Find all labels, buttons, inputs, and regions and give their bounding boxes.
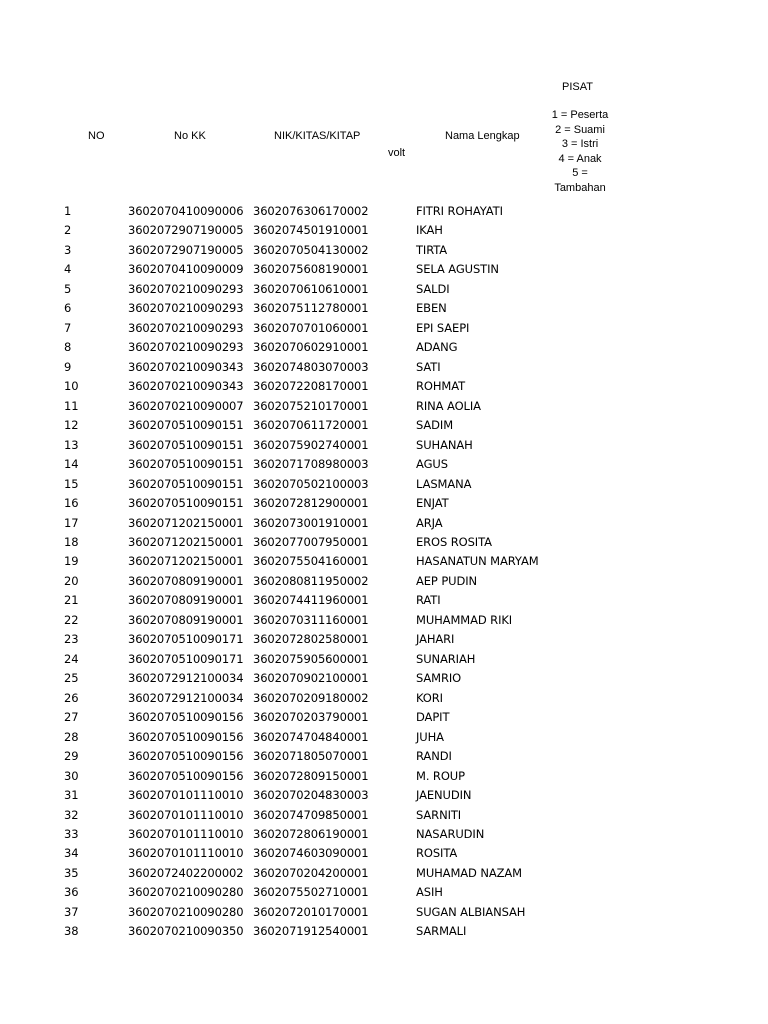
table-row bbox=[0, 572, 768, 591]
row-number: 25 bbox=[64, 671, 79, 686]
no-kk-cell: 3602070510090156 bbox=[128, 749, 244, 764]
table-row bbox=[0, 533, 768, 552]
nama-lengkap-cell: ENJAT bbox=[416, 496, 449, 511]
no-kk-cell: 3602070210090007 bbox=[128, 398, 244, 413]
nik-cell: 3602070610610001 bbox=[253, 281, 369, 296]
nik-cell: 3602070611720001 bbox=[253, 418, 369, 433]
table-row bbox=[0, 844, 768, 863]
no-kk-cell: 3602070210090293 bbox=[128, 301, 244, 316]
row-number: 2 bbox=[64, 223, 72, 238]
table-row bbox=[0, 221, 768, 240]
table-row bbox=[0, 825, 768, 844]
table-row bbox=[0, 747, 768, 766]
nama-lengkap-cell: SELA AGUSTIN bbox=[416, 262, 499, 277]
nama-lengkap-cell: M. ROUP bbox=[416, 768, 465, 783]
pisat-legend-line: Tambahan bbox=[554, 181, 606, 194]
row-number: 21 bbox=[64, 593, 79, 608]
nama-lengkap-cell: SADIM bbox=[416, 418, 454, 433]
row-number: 35 bbox=[64, 865, 79, 880]
nama-lengkap-cell: SUGAN ALBIANSAH bbox=[416, 904, 526, 919]
row-number: 26 bbox=[64, 690, 79, 705]
nik-cell: 3602070504130002 bbox=[253, 242, 369, 257]
no-kk-cell: 3602072912100034 bbox=[128, 671, 244, 686]
nik-cell: 3602071805070001 bbox=[253, 749, 369, 764]
no-kk-cell: 3602070510090156 bbox=[128, 729, 244, 744]
row-number: 4 bbox=[64, 262, 72, 277]
header-nama-lengkap: Nama Lengkap bbox=[445, 130, 520, 142]
nama-lengkap-cell: JAHARI bbox=[416, 632, 455, 647]
no-kk-cell: 3602070510090151 bbox=[128, 476, 244, 491]
table-row bbox=[0, 377, 768, 396]
nama-lengkap-cell: EBEN bbox=[416, 301, 447, 316]
nik-cell: 3602074704840001 bbox=[253, 729, 369, 744]
nik-cell: 3602070203790001 bbox=[253, 710, 369, 725]
row-number: 6 bbox=[64, 301, 72, 316]
nama-lengkap-cell: SALDI bbox=[416, 281, 450, 296]
table-row bbox=[0, 416, 768, 435]
nik-cell: 3602072809150001 bbox=[253, 768, 369, 783]
row-number: 20 bbox=[64, 573, 79, 588]
table-row bbox=[0, 630, 768, 649]
no-kk-cell: 3602072912100034 bbox=[128, 690, 244, 705]
nik-cell: 3602072812900001 bbox=[253, 496, 369, 511]
no-kk-cell: 3602070101110010 bbox=[128, 788, 244, 803]
nik-cell: 3602070311160001 bbox=[253, 612, 369, 627]
no-kk-cell: 3602071202150001 bbox=[128, 515, 244, 530]
nik-cell: 3602075112780001 bbox=[253, 301, 369, 316]
row-number: 33 bbox=[64, 827, 79, 841]
row-number: 24 bbox=[64, 651, 79, 666]
no-kk-cell: 3602072907190005 bbox=[128, 223, 244, 238]
no-kk-cell: 3602071202150001 bbox=[128, 554, 244, 569]
table-row bbox=[0, 806, 768, 825]
nik-cell: 3602070209180002 bbox=[253, 690, 369, 705]
table-row bbox=[0, 708, 768, 727]
nik-cell: 3602077007950001 bbox=[253, 534, 369, 549]
nik-cell: 3602080811950002 bbox=[253, 573, 369, 588]
table-row bbox=[0, 591, 768, 610]
nama-lengkap-cell: SARNITI bbox=[416, 807, 462, 822]
nama-lengkap-cell: KORI bbox=[416, 690, 443, 705]
table-row bbox=[0, 922, 768, 941]
table-row bbox=[0, 319, 768, 338]
row-number: 32 bbox=[64, 807, 79, 822]
row-number: 11 bbox=[64, 398, 79, 413]
row-number: 14 bbox=[64, 457, 79, 472]
nik-cell: 3602075608190001 bbox=[253, 262, 369, 277]
no-kk-cell: 3602070210090293 bbox=[128, 281, 244, 296]
nik-cell: 3602072208170001 bbox=[253, 379, 369, 394]
nik-cell: 3602075504160001 bbox=[253, 554, 369, 569]
nik-cell: 3602074803070003 bbox=[253, 359, 369, 374]
nik-cell: 3602074411960001 bbox=[253, 593, 369, 608]
table-row bbox=[0, 475, 768, 494]
row-number: 8 bbox=[64, 340, 72, 355]
row-number: 3 bbox=[64, 242, 72, 257]
nama-lengkap-cell: ROHMAT bbox=[416, 379, 466, 394]
nama-lengkap-cell: LASMANA bbox=[416, 476, 472, 491]
nik-cell: 3602070502100003 bbox=[253, 476, 369, 491]
row-number: 12 bbox=[64, 418, 79, 433]
no-kk-cell: 3602070210090343 bbox=[128, 359, 244, 374]
nama-lengkap-cell: AGUS bbox=[416, 457, 448, 472]
nik-cell: 3602075902740001 bbox=[253, 437, 369, 452]
no-kk-cell: 3602070410090009 bbox=[128, 262, 244, 277]
nik-cell: 3602072010170001 bbox=[253, 904, 369, 919]
nama-lengkap-cell: ASIH bbox=[416, 885, 443, 900]
table-row bbox=[0, 436, 768, 455]
row-number: 22 bbox=[64, 612, 79, 627]
nama-lengkap-cell: EROS ROSITA bbox=[416, 534, 492, 549]
nik-cell: 3602070902100001 bbox=[253, 671, 369, 686]
nama-lengkap-cell: ROSITA bbox=[416, 846, 458, 861]
pisat-legend-line: 2 = Suami bbox=[555, 123, 605, 136]
no-kk-cell: 3602070510090156 bbox=[128, 768, 244, 783]
nik-cell: 3602075210170001 bbox=[253, 398, 369, 413]
nama-lengkap-cell: IKAH bbox=[416, 223, 443, 238]
no-kk-cell: 3602070510090151 bbox=[128, 457, 244, 472]
nik-cell: 3602071912540001 bbox=[253, 924, 369, 939]
table-row bbox=[0, 299, 768, 318]
table-row bbox=[0, 358, 768, 377]
nik-cell: 3602074501910001 bbox=[253, 223, 369, 238]
pisat-legend-line: 3 = Istri bbox=[561, 138, 599, 151]
no-kk-cell: 3602070809190001 bbox=[128, 612, 244, 627]
nama-lengkap-cell: SARMALI bbox=[416, 924, 467, 939]
pisat-legend-line: 4 = Anak bbox=[558, 152, 602, 165]
nama-lengkap-cell: ADANG bbox=[416, 340, 458, 355]
row-number: 36 bbox=[64, 885, 79, 900]
nik-cell: 3602072806190001 bbox=[253, 827, 369, 841]
table-row bbox=[0, 883, 768, 902]
row-number: 19 bbox=[64, 554, 79, 569]
row-number: 13 bbox=[64, 437, 79, 452]
no-kk-cell: 3602072402200002 bbox=[128, 865, 244, 880]
table-row bbox=[0, 650, 768, 669]
pisat-legend-line: 5 = bbox=[572, 167, 588, 180]
header-no: NO bbox=[88, 130, 105, 142]
row-number: 16 bbox=[64, 496, 79, 511]
pisat-legend bbox=[540, 108, 620, 196]
nama-lengkap-cell: RINA AOLIA bbox=[416, 398, 481, 413]
nik-cell: 3602073001910001 bbox=[253, 515, 369, 530]
no-kk-cell: 3602070210090293 bbox=[128, 340, 244, 355]
no-kk-cell: 3602070510090151 bbox=[128, 437, 244, 452]
row-number: 28 bbox=[64, 729, 79, 744]
table-row bbox=[0, 241, 768, 260]
no-kk-cell: 3602070101110010 bbox=[128, 846, 244, 861]
header-volt: volt bbox=[388, 147, 406, 159]
nik-cell: 3602074603090001 bbox=[253, 846, 369, 861]
row-number: 27 bbox=[64, 710, 79, 725]
row-number: 17 bbox=[64, 515, 79, 530]
table-row bbox=[0, 786, 768, 805]
row-number: 37 bbox=[64, 904, 79, 919]
row-number: 10 bbox=[64, 379, 79, 394]
row-number: 30 bbox=[64, 768, 79, 783]
nama-lengkap-cell: NASARUDIN bbox=[416, 827, 485, 841]
nama-lengkap-cell: TIRTA bbox=[416, 242, 448, 257]
table-row bbox=[0, 864, 768, 883]
no-kk-cell: 3602070210090293 bbox=[128, 320, 244, 335]
row-number: 15 bbox=[64, 476, 79, 491]
nik-cell: 3602070602910001 bbox=[253, 340, 369, 355]
nik-cell: 3602070204830003 bbox=[253, 788, 369, 803]
no-kk-cell: 3602070101110010 bbox=[128, 827, 244, 841]
nik-cell: 3602072802580001 bbox=[253, 632, 369, 647]
no-kk-cell: 3602070510090171 bbox=[128, 632, 244, 647]
row-number: 38 bbox=[64, 924, 79, 939]
header-no-kk: No KK bbox=[174, 130, 206, 142]
no-kk-cell: 3602070210090280 bbox=[128, 885, 244, 900]
no-kk-cell: 3602070410090006 bbox=[128, 204, 244, 218]
row-number: 9 bbox=[64, 359, 72, 374]
nik-cell: 3602070204200001 bbox=[253, 865, 369, 880]
table-row bbox=[0, 338, 768, 357]
nama-lengkap-cell: RATI bbox=[416, 593, 441, 608]
row-number: 29 bbox=[64, 749, 79, 764]
table-row bbox=[0, 514, 768, 533]
nama-lengkap-cell: DAPIT bbox=[416, 710, 450, 725]
nama-lengkap-cell: HASANATUN MARYAM bbox=[416, 554, 539, 569]
nama-lengkap-cell: ARJA bbox=[416, 515, 443, 530]
nama-lengkap-cell: JAENUDIN bbox=[416, 788, 472, 803]
no-kk-cell: 3602070510090171 bbox=[128, 651, 244, 666]
nama-lengkap-cell: SATI bbox=[416, 359, 441, 374]
nama-lengkap-cell: EPI SAEPI bbox=[416, 320, 470, 335]
no-kk-cell: 3602070101110010 bbox=[128, 807, 244, 822]
header-pisat: PISAT bbox=[562, 81, 593, 93]
nik-cell: 3602076306170002 bbox=[253, 204, 369, 218]
table-row bbox=[0, 767, 768, 786]
no-kk-cell: 3602070809190001 bbox=[128, 573, 244, 588]
nama-lengkap-cell: FITRI ROHAYATI bbox=[416, 204, 503, 218]
row-number: 18 bbox=[64, 534, 79, 549]
nik-cell: 3602074709850001 bbox=[253, 807, 369, 822]
nama-lengkap-cell: RANDI bbox=[416, 749, 452, 764]
no-kk-cell: 3602070510090151 bbox=[128, 418, 244, 433]
nama-lengkap-cell: SAMRIO bbox=[416, 671, 462, 686]
table-row bbox=[0, 202, 768, 221]
header-nik: NIK/KITAS/KITAP bbox=[274, 130, 361, 142]
data-table-body bbox=[0, 202, 768, 942]
nik-cell: 3602071708980003 bbox=[253, 457, 369, 472]
table-row bbox=[0, 494, 768, 513]
table-row bbox=[0, 611, 768, 630]
nama-lengkap-cell: JUHA bbox=[416, 729, 444, 744]
nik-cell: 3602075502710001 bbox=[253, 885, 369, 900]
row-number: 7 bbox=[64, 320, 72, 335]
row-number: 5 bbox=[64, 281, 72, 296]
nik-cell: 3602075905600001 bbox=[253, 651, 369, 666]
no-kk-cell: 3602070510090151 bbox=[128, 496, 244, 511]
table-row bbox=[0, 280, 768, 299]
no-kk-cell: 3602070210090350 bbox=[128, 924, 244, 939]
table-row bbox=[0, 397, 768, 416]
table-row bbox=[0, 903, 768, 922]
no-kk-cell: 3602072907190005 bbox=[128, 242, 244, 257]
pisat-legend-line: 1 = Peserta bbox=[551, 109, 609, 121]
nama-lengkap-cell: AEP PUDIN bbox=[416, 573, 478, 588]
row-number: 34 bbox=[64, 846, 79, 861]
no-kk-cell: 3602070210090280 bbox=[128, 904, 244, 919]
nik-cell: 3602070701060001 bbox=[253, 320, 369, 335]
nama-lengkap-cell: SUNARIAH bbox=[416, 651, 476, 666]
table-row bbox=[0, 455, 768, 474]
row-number: 31 bbox=[64, 788, 79, 803]
table-row bbox=[0, 552, 768, 571]
table-row bbox=[0, 260, 768, 279]
table-row bbox=[0, 669, 768, 688]
no-kk-cell: 3602070510090156 bbox=[128, 710, 244, 725]
row-number: 1 bbox=[64, 204, 72, 218]
nama-lengkap-cell: SUHANAH bbox=[416, 437, 473, 452]
row-number: 23 bbox=[64, 632, 79, 647]
table-row bbox=[0, 689, 768, 708]
no-kk-cell: 3602070809190001 bbox=[128, 593, 244, 608]
no-kk-cell: 3602071202150001 bbox=[128, 534, 244, 549]
no-kk-cell: 3602070210090343 bbox=[128, 379, 244, 394]
nama-lengkap-cell: MUHAMAD NAZAM bbox=[416, 865, 522, 880]
nama-lengkap-cell: MUHAMMAD RIKI bbox=[416, 612, 513, 627]
table-row bbox=[0, 728, 768, 747]
